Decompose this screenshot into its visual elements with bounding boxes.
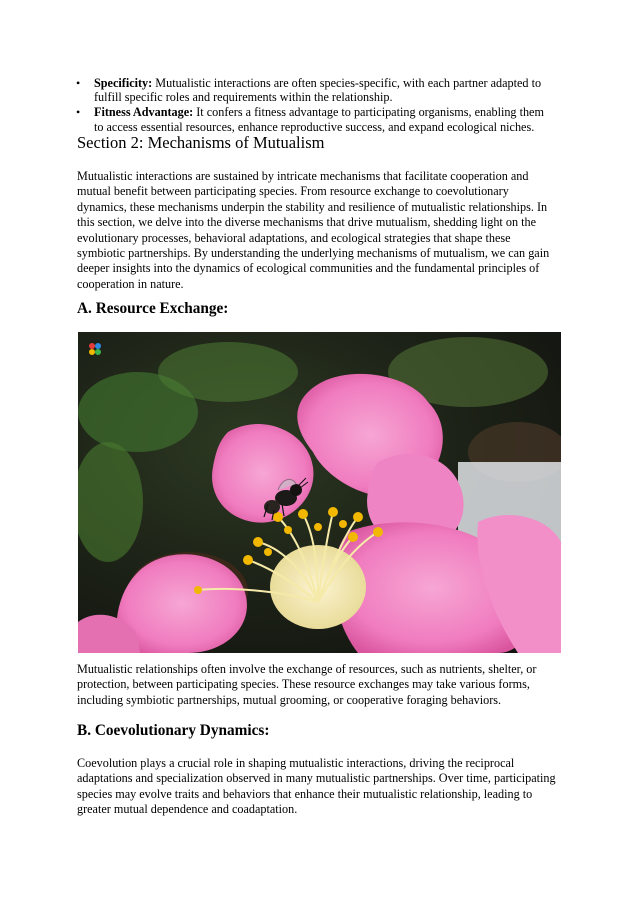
subsection-b-title: B. Coevolutionary Dynamics: xyxy=(77,722,270,739)
bullet-item-specificity xyxy=(76,76,556,104)
bullet-text: It confers a fitness advantage to participating organisms, enabling them to access essential resources, enhance reproductive success, and expand ecological niches. xyxy=(94,105,544,134)
subsection-a-paragraph: Mutualistic relationships often involve the exchange of resources, such as nutrients, shelter, or protection, between participating species. These resource exchanges may take various forms, including symbiotic partnerships, mutual grooming, or cooperative foraging behaviors. xyxy=(77,662,537,707)
section-intro-paragraph: Mutualistic interactions are sustained by intricate mechanisms that facilitate cooperation and mutual benefit between participating species. From resource exchange to coevolutionary dynamics, these mechanisms underpin the stability and resilience of mutualistic relationships. In this section, we delve into the diverse mechanisms that drive mutualism, shedding light on the evolutionary processes, behavioral adaptations, and ecological strategies that shape these symbiotic partnerships. By understanding the underlying mechanisms of mutualism, we can gain deeper insights into the dynamics of ecological communities and the fundamental principles of cooperation in nature. xyxy=(77,169,550,291)
bullet-icon: • xyxy=(76,76,81,90)
subsection-a-title: A. Resource Exchange: xyxy=(77,300,229,317)
bee-on-flower-photo xyxy=(78,332,561,653)
bullet-term: Fitness Advantage: xyxy=(94,105,194,120)
bullet-term: Specificity: xyxy=(94,76,153,90)
bullet-icon: • xyxy=(76,105,81,120)
bullet-text: Mutualistic interactions are often species-specific, with each partner adapted to fulfill specific roles and requirements within the relationship. xyxy=(94,76,542,105)
bullet-item-fitness-advantage xyxy=(76,105,556,133)
section-title: Section 2: Mechanisms of Mutualism xyxy=(77,133,325,152)
subsection-b-paragraph: Coevolution plays a crucial role in shaping mutualistic interactions, driving the reciprocal adaptations and specialization observed in many mutualistic partnerships. Over time, participating species may evolve traits and behaviors that enhance their mutualistic relationship, leading to greater mutual dependence and coadaptation. xyxy=(77,756,556,817)
bullet-list xyxy=(76,76,556,135)
